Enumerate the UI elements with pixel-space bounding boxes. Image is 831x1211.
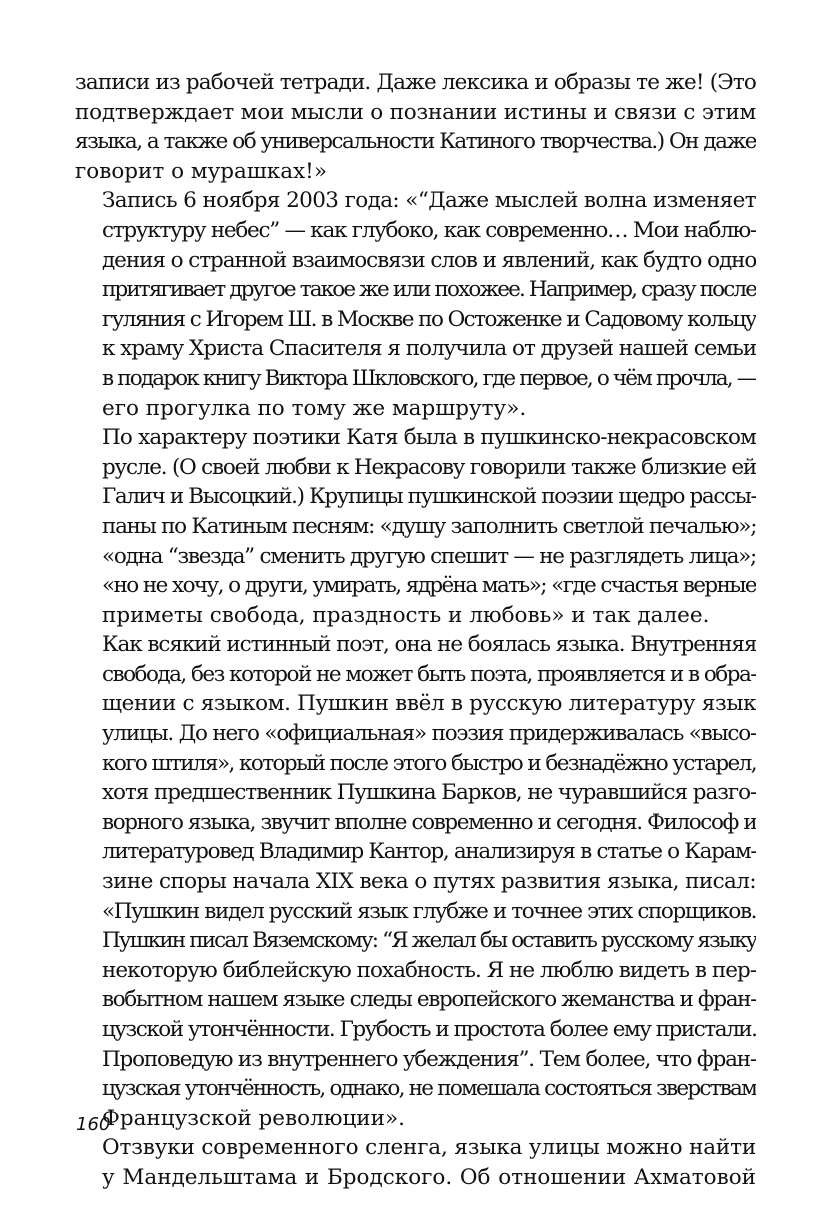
- text-line: «Пушкин видел русский язык глубже и точнее этих спорщиков.: [102, 898, 756, 924]
- text-line: его прогулка по тому же маршруту».: [102, 395, 527, 421]
- text-line: паны по Катиным песням: «душу заполнить светлой печалью»;: [102, 513, 756, 539]
- text-line: подтверждает мои мысли о познании истины и связи с этим: [75, 99, 756, 125]
- text-line: кого штиля», который после этого быстро и безнадёжно устарел,: [102, 750, 756, 776]
- paragraph: [75, 68, 756, 186]
- paragraph: [75, 423, 756, 630]
- text-line: записи из рабочей тетради. Даже лексика и образы те же! (Это: [75, 70, 756, 95]
- text-line: дения о странной взаимосвязи слов и явлений, как будто одно: [102, 247, 756, 273]
- text-line: Проповедую из внутреннего убеждения”. Тем более, что фран-: [102, 1046, 756, 1072]
- text-line: Галич и Высоцкий.) Крупицы пушкинской поэзии щедро рассы-: [102, 484, 756, 510]
- text-line: Отзвуки современного сленга, языка улицы можно найти: [102, 1135, 756, 1161]
- page-number: 160: [76, 1114, 111, 1135]
- text-line: притягивает другое такое же или похожее. Например, сразу после: [102, 277, 756, 303]
- paragraph: [75, 186, 756, 423]
- text-line: цузская утончённость, однако, не помешала состояться зверствам: [102, 1076, 756, 1102]
- text-line: Как всякий истинный поэт, она не боялась языка. Внутренняя: [102, 632, 756, 658]
- text-line: улицы. До него «официальная» поэзия придерживалась «высо-: [102, 721, 756, 747]
- text-line: литературовед Владимир Кантор, анализируя в статье о Карам-: [102, 839, 756, 865]
- paragraph: [75, 1133, 756, 1192]
- paragraph: [75, 630, 756, 1133]
- text-line: у Мандельштама и Бродского. Об отношении Ахматовой: [102, 1164, 756, 1190]
- text-line: Запись 6 ноября 2003 года: «“Даже мыслей волна изменяет: [102, 188, 756, 214]
- text-line: приметы свобода, праздность и любовь» и так далее.: [102, 602, 710, 628]
- text-line: хотя предшественник Пушкина Барков, не чуравшийся разго-: [102, 780, 756, 806]
- text-line: «одна “звезда” сменить другую спешит — не разглядеть лица»;: [102, 543, 756, 569]
- text-line: зине споры начала XIX века о путях развития языка, писал:: [102, 869, 756, 895]
- text-line: Пушкин писал Вяземскому: “Я желал бы оставить русскому языку: [102, 928, 756, 954]
- text-line: цузской утончённости. Грубость и простота более ему пристали.: [102, 1017, 756, 1042]
- text-line: говорит о мурашках!»: [75, 158, 327, 184]
- text-line: в подарок книгу Виктора Шкловского, где первое, о чём прочла, —: [102, 365, 756, 391]
- text-line: некоторую библейскую похабность. Я не люблю видеть в пер-: [102, 957, 756, 983]
- text-line: свобода, без которой не может быть поэта, проявляется и в обра-: [102, 661, 756, 687]
- page-body: [75, 68, 756, 1193]
- text-line: к храму Христа Спасителя я получила от друзей нашей семьи: [102, 336, 756, 362]
- text-line: По характеру поэтики Катя была в пушкинско-некрасовском: [102, 425, 756, 451]
- text-line: «но не хочу, о други, умирать, ядрёна мать»; «где счастья верные: [102, 573, 756, 599]
- text-line: ворного языка, звучит вполне современно и сегодня. Философ и: [102, 809, 756, 835]
- text-line: щении с языком. Пушкин ввёл в русскую литературу язык: [102, 691, 756, 717]
- text-line: Французской революции».: [102, 1105, 405, 1131]
- text-line: структуру небес” — как глубоко, как современно… Мои наблю-: [102, 217, 756, 243]
- text-line: гуляния с Игорем Ш. в Москве по Остоженке и Садовому кольцу: [102, 306, 756, 332]
- text-line: языка, а также об универсальности Катиного творчества.) Он даже: [75, 129, 756, 155]
- text-line: русле. (О своей любви к Некрасову говорили также близкие ей: [102, 454, 756, 480]
- text-line: вобытном нашем языке следы европейского жеманства и фран-: [102, 987, 756, 1013]
